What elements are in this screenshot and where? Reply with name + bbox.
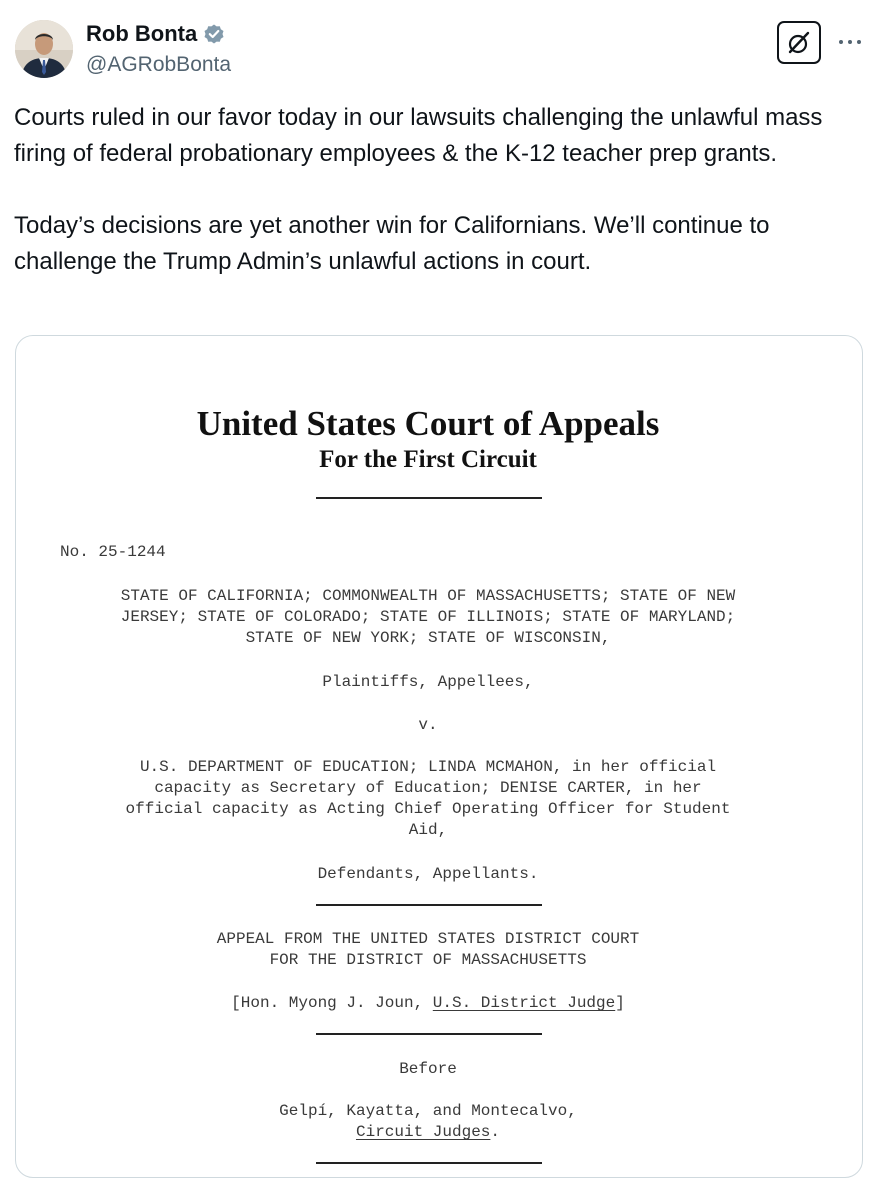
defendants-line-3: official capacity as Acting Chief Operating Officer for Student bbox=[125, 800, 731, 818]
profile-avatar[interactable] bbox=[15, 20, 73, 78]
verified-badge-icon[interactable] bbox=[202, 22, 226, 46]
tweet-text bbox=[14, 100, 859, 280]
panel-judges: Gelpí, Kayatta, and Montecalvo, bbox=[279, 1102, 577, 1120]
author-name-row[interactable] bbox=[86, 21, 226, 47]
defendants-line-2: capacity as Secretary of Education; DENISE CARTER, in her bbox=[154, 779, 702, 797]
before-label: Before bbox=[399, 1060, 457, 1078]
court-document bbox=[16, 336, 863, 1178]
circuit-judges-title: Circuit Judges bbox=[355, 1123, 491, 1141]
defendants-line-4: Aid, bbox=[408, 821, 448, 839]
more-options-icon bbox=[838, 38, 862, 46]
divider bbox=[316, 1162, 542, 1164]
author-display-name[interactable]: Rob Bonta bbox=[86, 21, 198, 46]
appeal-line-1: APPEAL FROM THE UNITED STATES DISTRICT COURT bbox=[216, 930, 640, 948]
judge-prefix: [Hon. Myong J. Joun, bbox=[231, 994, 433, 1012]
divider bbox=[316, 497, 542, 499]
plaintiffs-role: Plaintiffs, Appellees, bbox=[322, 673, 534, 691]
case-number: No. 25-1244 bbox=[60, 543, 166, 561]
court-title: United States Court of Appeals bbox=[196, 404, 660, 443]
versus: v. bbox=[418, 716, 438, 734]
author-handle[interactable]: @AGRobBonta bbox=[86, 53, 232, 76]
appeal-line-2: FOR THE DISTRICT OF MASSACHUSETTS bbox=[269, 951, 587, 969]
grok-icon bbox=[786, 30, 812, 56]
district-judge bbox=[16, 993, 840, 1014]
plaintiffs-line-3: STATE OF NEW YORK; STATE OF WISCONSIN, bbox=[245, 629, 611, 647]
tweet-paragraph-1: Courts ruled in our favor today in our lawsuits challenging the unlawful mass firing of federal probationary employees & the K-12 teacher prep grants. bbox=[14, 104, 823, 167]
tweet-image[interactable] bbox=[15, 335, 863, 1178]
plaintiffs-line-2: JERSEY; STATE OF COLORADO; STATE OF ILLINOIS; STATE OF MARYLAND; bbox=[120, 608, 736, 626]
grok-button[interactable] bbox=[777, 21, 821, 64]
more-options-button[interactable] bbox=[836, 30, 864, 54]
defendants-role: Defendants, Appellants. bbox=[317, 865, 539, 883]
plaintiffs-line-1: STATE OF CALIFORNIA; COMMONWEALTH OF MASSACHUSETTS; STATE OF NEW bbox=[120, 587, 736, 605]
divider bbox=[316, 1033, 542, 1035]
judge-title: U.S. District Judge bbox=[432, 994, 616, 1012]
court-subtitle: For the First Circuit bbox=[319, 446, 537, 473]
tweet-paragraph-2: Today’s decisions are yet another win for Californians. We’ll continue to challenge the Trump Admin’s unlawful actions in court. bbox=[14, 212, 770, 275]
divider bbox=[316, 904, 542, 906]
panel-title-suffix: . bbox=[490, 1123, 501, 1141]
defendants-line-1: U.S. DEPARTMENT OF EDUCATION; LINDA MCMAHON, in her official bbox=[139, 758, 717, 776]
judge-suffix: ] bbox=[615, 994, 625, 1012]
panel-title bbox=[16, 1122, 840, 1143]
